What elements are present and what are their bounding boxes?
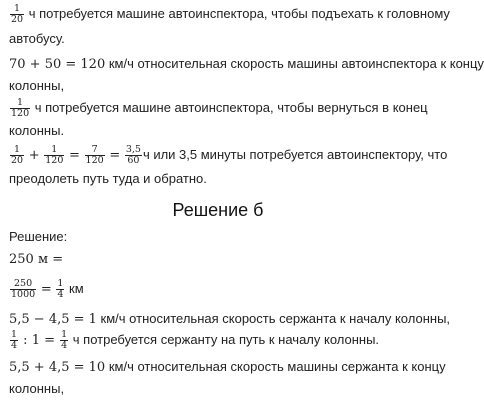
text-line: колонны, [9,78,65,93]
fraction: $\frac{250}{1000}$ [11,278,36,300]
fraction: $\frac{7}{120}$ [85,144,104,166]
text-line: 5,5 − 4,5 = 1 км/ч относительная скорость сержанта к началу колонны, [9,311,451,327]
text-line: 250 м = [9,252,64,267]
text-line: $\frac{1}{120}$ ч потребуется машине автоинспектора, чтобы вернуться в конец [11,97,428,119]
fraction: $\frac{1}{4}$ [61,329,68,351]
text-line: автобусу. [9,31,65,46]
section-heading: Решение б [172,200,264,220]
text-line: преодолеть путь туда и обратно. [9,171,207,186]
text-line: $\frac{1}{4}$ : 1 = $\frac{1}{4}$ ч потребуется сержанту на путь к началу колонны. [11,329,380,351]
fraction: $\frac{1}{120}$ [11,97,30,119]
fraction: $\frac{1}{120}$ [45,144,64,166]
text-line: Решение: [9,229,68,244]
fraction: $\frac{1}{20}$ [11,3,24,25]
fraction: $\frac{1}{20}$ [11,144,24,166]
text-line: $\frac{1}{20}$ + $\frac{1}{120}$ = $\frac{7}{120}$ = $\frac{3,5}{60}$ ч или 3,5 минуты потребуется автоинспектору, что [11,144,448,166]
fraction: $\frac{1}{4}$ [11,329,18,351]
text-line: 5,5 + 4,5 = 10 км/ч относительная скорость машины сержанта к концу [9,359,446,375]
fraction: $\frac{1}{4}$ [57,278,64,300]
text-line: $\frac{1}{20}$ ч потребуется машине автоинспектора, чтобы подъехать к головному [11,3,450,25]
text-line: колонны, [9,381,65,396]
fraction: $\frac{3,5}{60}$ [125,144,141,166]
text-line: $\frac{250}{1000}$ = $\frac{1}{4}$ км [11,278,84,300]
text-line: 70 + 50 = 120 км/ч относительная скорость машины автоинспектора к концу [9,56,484,72]
text-line: колонны. [9,123,65,138]
